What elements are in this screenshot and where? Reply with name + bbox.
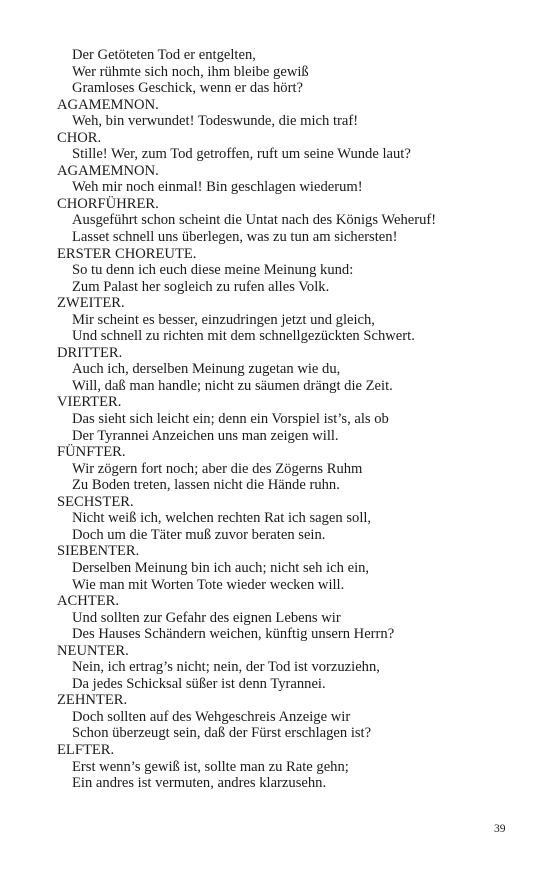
speaker-name: ELFTER. bbox=[57, 741, 115, 758]
verse-line: Weh mir noch einmal! Bin geschlagen wiederum! bbox=[72, 179, 363, 196]
verse-line: Gramloses Geschick, wenn er das hört? bbox=[72, 80, 303, 97]
verse-line: Nicht weiß ich, welchen rechten Rat ich sagen soll, bbox=[72, 510, 372, 527]
speaker-name: AGAMEMNON. bbox=[57, 162, 159, 179]
verse-line: Erst wenn’s gewiß ist, sollte man zu Rate gehn; bbox=[72, 758, 349, 775]
speaker-name: CHOR. bbox=[57, 129, 102, 146]
verse-line: Derselben Meinung bin ich auch; nicht seh ich ein, bbox=[72, 559, 370, 576]
verse-line: Das sieht sich leicht ein; denn ein Vorspiel ist’s, als ob bbox=[72, 411, 389, 428]
verse-line: Doch sollten auf des Wehgeschreis Anzeige wir bbox=[72, 708, 351, 725]
speaker-name: ZWEITER. bbox=[57, 295, 125, 312]
verse-line: Mir scheint es besser, einzudringen jetzt und gleich, bbox=[72, 311, 375, 328]
speaker-name: AGAMEMNON. bbox=[57, 96, 159, 113]
verse-line: Da jedes Schicksal süßer ist denn Tyrannei. bbox=[72, 675, 326, 692]
page-number: 39 bbox=[494, 823, 506, 835]
verse-line: Ausgeführt schon scheint die Untat nach des Königs Weheruf! bbox=[72, 212, 437, 229]
verse-line: Zum Palast her sogleich zu rufen alles Volk. bbox=[72, 278, 330, 295]
verse-line: Stille! Wer, zum Tod getroffen, ruft um seine Wunde laut? bbox=[72, 146, 411, 163]
speaker-name: FÜNFTER. bbox=[57, 444, 126, 461]
speaker-name: ERSTER CHOREUTE. bbox=[57, 245, 197, 262]
page-text-block bbox=[57, 47, 527, 792]
verse-line: Wer rühmte sich noch, ihm bleibe gewiß bbox=[72, 63, 309, 80]
verse-line: Des Hauses Schändern weichen, künftig unsern Herrn? bbox=[72, 626, 395, 643]
verse-line: Lasset schnell uns überlegen, was zu tun am sichersten! bbox=[72, 229, 398, 246]
verse-line: Schon überzeugt sein, daß der Fürst erschlagen ist? bbox=[72, 725, 372, 742]
verse-line: Auch ich, derselben Meinung zugetan wie du, bbox=[72, 361, 341, 378]
speaker-name: CHORFÜHRER. bbox=[57, 195, 159, 212]
speaker-name: SECHSTER. bbox=[57, 493, 134, 510]
verse-line: Wie man mit Worten Tote wieder wecken will. bbox=[72, 576, 345, 593]
verse-line: Der Getöteten Tod er entgelten, bbox=[72, 47, 256, 63]
verse-line: Weh, bin verwundet! Todeswunde, die mich traf! bbox=[72, 113, 359, 130]
verse-line: Nein, ich ertrag’s nicht; nein, der Tod ist vorzuziehn, bbox=[72, 659, 380, 676]
verse-line: Will, daß man handle; nicht zu säumen drängt die Zeit. bbox=[72, 377, 393, 394]
speaker-name: NEUNTER. bbox=[57, 642, 129, 659]
verse-line: Zu Boden treten, lassen nicht die Hände ruhn. bbox=[72, 477, 340, 494]
speaker-name: ZEHNTER. bbox=[57, 692, 128, 709]
verse-line: Und schnell zu richten mit dem schnellgezückten Schwert. bbox=[72, 328, 415, 345]
verse-line: So tu denn ich euch diese meine Meinung kund: bbox=[72, 262, 354, 279]
verse-line: Und sollten zur Gefahr des eignen Lebens wir bbox=[72, 609, 341, 626]
verse-line: Wir zögern fort noch; aber die des Zögerns Ruhm bbox=[72, 460, 363, 477]
speaker-name: ACHTER. bbox=[57, 593, 120, 610]
speaker-name: VIERTER. bbox=[57, 394, 122, 411]
verse-line: Der Tyrannei Anzeichen uns man zeigen will. bbox=[72, 427, 339, 444]
verse-line: Ein andres ist vermuten, andres klarzusehn. bbox=[72, 775, 327, 792]
verse-line: Doch um die Täter muß zuvor beraten sein. bbox=[72, 526, 326, 543]
speaker-name: DRITTER. bbox=[57, 344, 123, 361]
speaker-name: SIEBENTER. bbox=[57, 543, 140, 560]
